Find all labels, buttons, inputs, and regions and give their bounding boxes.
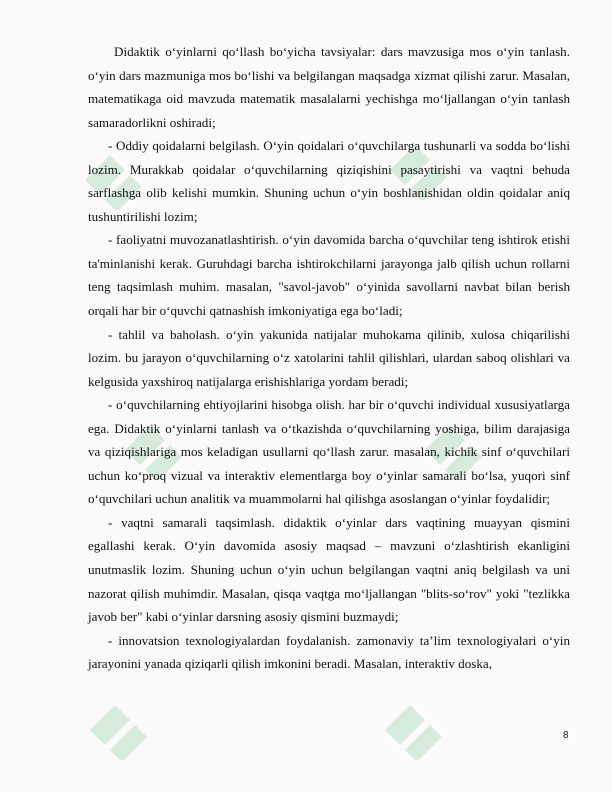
paragraph-student-needs: - o‘quvchilarning ehtiyojlarini hisobga olish. har bir o‘quvchi individual xususiyatlarga ega. Didaktik o‘yinlarni tanlash va o‘tkazishda o‘quvchilarning yoshiga, bilim darajasiga va qiziqishlariga mos keladigan usullarni qo‘llash zarur. masalan, kichik sinf o‘quvchilari uchun ko‘proq vizual va interaktiv elementlarga boy o‘yinlar samarali bo‘lsa, yuqori sinf o‘quvchilari uchun analitik va muammolarni hal qilishga asoslangan o‘yinlar foydalidir; [88,397,570,507]
body-text [88,40,570,676]
paragraph-time-allocation: - vaqtni samarali taqsimlash. didaktik o‘yinlar dars vaqtining muayyan qismini egallashi kerak. O‘yin davomida asosiy maqsad – mavzuni o‘zlashtirish ekanligini unutmaslik lozim. Shuning uchun o‘yin uchun belgilangan vaqtni aniq belgilash va uni nazorat qilish muhimdir. Masalan, qisqa vaqtga mo‘ljallangan "blits-so‘rov" yoki "tezlikka javob ber" kabi o‘yinlar darsning asosiy qismini buzmaydi; [88,514,570,625]
page-number: 8 [563,730,569,741]
paragraph-analysis-evaluation: - tahlil va baholash. o‘yin yakunida natijalar muhokama qilinib, xulosa chiqarilishi lozim. bu jarayon o‘quvchilarning o‘z xatolarini tahlil qilishlari, ulardan saboq olishlari va kelgusida yaxshiroq natijalarga erishishlariga yordam beradi; [88,326,570,389]
watermark-logo-bottom-right [380,700,450,760]
paragraph-simple-rules: - Oddiy qoidalarni belgilash. O‘yin qoidalari o‘quvchilarga tushunarli va sodda bo‘lishi lozim. Murakkab qoidalar o‘quvchilarning qiziqishini pasaytirishi va vaqtni behuda sarflashga olib kelishi mumkin. Shuning uchun o‘yin boshlanishidan oldin qoidalar aniq tushuntirilishi lozim; [88,138,570,224]
paragraph-balance-activity: - faoliyatni muvozanatlashtirish. o‘yin davomida barcha o‘quvchilar teng ishtirok etishi ta'minlanishi kerak. Guruhdagi barcha ishtirokchilarni jarayonga jalb qilish uchun rollarni teng taqsimlash muhim. masalan, "savol-javob" o‘yinida savollarni navbat bilan berish orqali har bir o‘quvchi qatnashish imkoniyatiga ega bo‘ladi; [88,232,570,319]
paragraph-recommendations: Didaktik o‘yinlarni qo‘llash bo‘yicha tavsiyalar: dars mavzusiga mos o‘yin tanlash. o‘yin dars mazmuniga mos bo‘lishi va belgilangan maqsadga xizmat qilishi zarur. Masalan, matematikaga oid mavzuda matematik masalalarni yechishga mo‘ljallangan o‘yin tanlash samaradorlikni oshiradi; [88,44,570,130]
paragraph-innovative-tech: - innovatsion texnologiyalardan foydalanish. zamonaviy ta’lim texnologiyalari o‘yin jarayonini yanada qiziqarli qilish imkonini beradi. Masalan, interaktiv doska, [88,632,570,672]
watermark-logo-bottom-left [85,700,155,760]
